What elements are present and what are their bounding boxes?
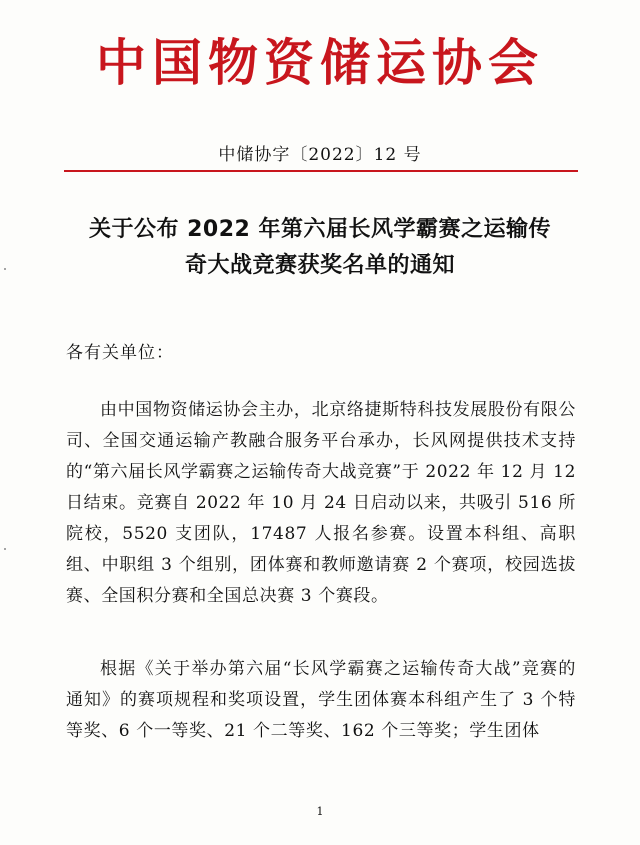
body-paragraph-2: 根据《关于举办第六届“长风学霸赛之运输传奇大战”竞赛的通知》的赛项规程和奖项设置，学生团体赛本科组产生了 3 个特等奖、6 个一等奖、21 个二等奖、162 个三等奖；学生团体 (66, 659, 576, 741)
body-paragraph-1: 由中国物资储运协会主办，北京络捷斯特科技发展股份有限公司、全国交通运输产教融合服务平台承办，长风网提供技术支持的“第六届长风学霸赛之运输传奇大战竞赛”于 2022 年 12 月 12 日结束。竞赛自 2022 年 10 月 24 日启动以来，共吸引 516 所院校，5520 支团队，17487 人报名参赛。设置本科组、高职组、中职组 3 个组别，团体赛和教师邀请赛 2 个赛项，校园选拔赛、全国积分赛和全国总决赛 3 个赛段。 (66, 400, 576, 606)
salutation: 各有关单位： (66, 343, 174, 363)
organization-name-header: 中国物资储运协会 (96, 33, 544, 92)
title-line-1: 关于公布 2022 年第六届长风学霸赛之运输传 (88, 217, 552, 242)
red-divider-line (64, 170, 578, 172)
document-number: 中储协字〔2022〕12 号 (218, 145, 422, 165)
scan-speck (4, 268, 6, 270)
title-line-2: 奇大战竞赛获奖名单的通知 (184, 253, 455, 278)
document-title (70, 212, 570, 284)
scan-speck (4, 548, 6, 550)
page-number: 1 (316, 805, 324, 818)
